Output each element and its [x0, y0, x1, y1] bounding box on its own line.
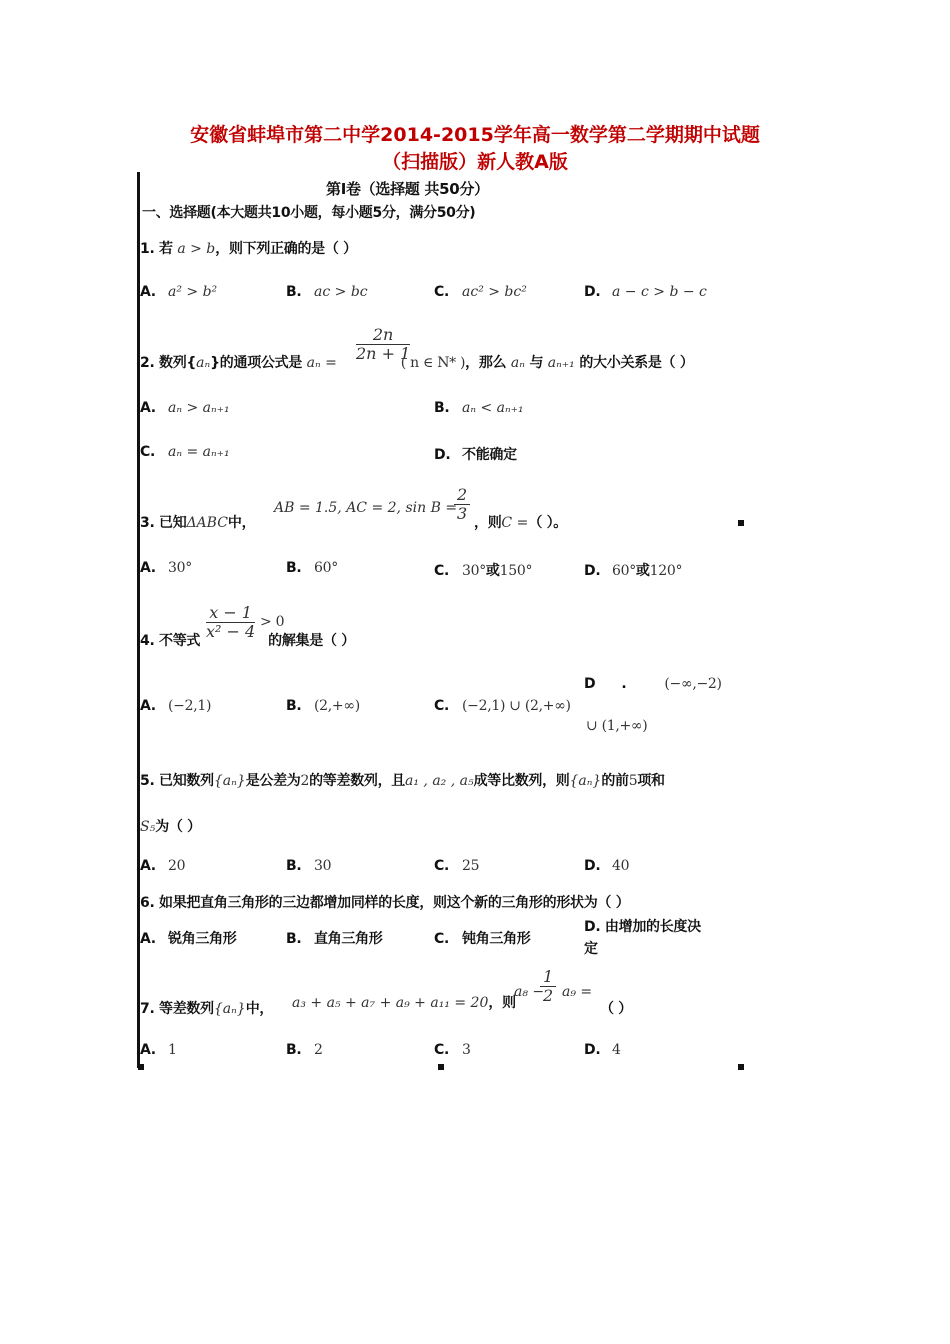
question-1: 1. 若 a > b，则下列正确的是（ ）	[140, 241, 357, 257]
q3-option-b: B. 60°	[286, 560, 338, 576]
section-heading: 一、选择题(本大题共10小题，每小题5分，满分50分)	[142, 205, 476, 221]
q5-option-a: A. 20	[140, 858, 186, 874]
question-2: 2. 数列{aₙ}的通项公式是 aₙ = ( n ∈ N* )，那么 aₙ 与 aₙ₊₁ 的大小关系是（ ）	[140, 355, 694, 371]
q7-option-b: B. 2	[286, 1042, 323, 1058]
q2-option-a: A. aₙ > aₙ₊₁	[140, 400, 230, 416]
q5-option-c: C. 25	[434, 858, 480, 874]
page-title-line2: （扫描版）新人教A版	[382, 151, 568, 173]
q7-expression: a₈ −	[514, 984, 545, 1000]
q5-option-d: D. 40	[584, 858, 630, 874]
q3-option-c: C. 30°或150°	[434, 563, 533, 579]
question-5: 5. 已知数列{aₙ}是公差为2的等差数列，且a₁ , a₂ , a₅成等比数列，则{aₙ}的前5项和	[140, 773, 665, 789]
q4-option-a: A. (−2,1)	[140, 698, 212, 714]
q3-option-d: D. 60°或120°	[584, 563, 683, 579]
anchor-mark	[738, 520, 744, 526]
q6-option-a: A. 锐角三角形	[140, 931, 237, 947]
q7-expression-b: a₉ =	[562, 984, 593, 1000]
q2-option-d: D. 不能确定	[434, 447, 517, 463]
q3-given: AB = 1.5, AC = 2, sin B =	[274, 500, 458, 516]
q7-option-a: A. 1	[140, 1042, 177, 1058]
q2-option-c: C. aₙ = aₙ₊₁	[140, 444, 230, 460]
q1-option-a: A. a² > b²	[140, 284, 218, 300]
q7-option-d: D. 4	[584, 1042, 621, 1058]
q4-option-c: C. (−2,1) ∪ (2,+∞)	[434, 698, 571, 714]
q1-option-c: C. ac² > bc²	[434, 284, 527, 300]
q1-option-d: D. a − c > b − c	[584, 284, 707, 300]
q3-fraction: $\frac{2}{3}$	[454, 486, 470, 523]
q2-fraction: $\frac{2n}{2n + 1}$	[356, 325, 411, 363]
q1-option-b: B. ac > bc	[286, 284, 368, 300]
q3-ask: ，则C =（ ）。	[474, 515, 567, 531]
question-4: 4. 不等式 的解集是（ ）	[140, 633, 355, 649]
q4-option-d-cont: ∪ (1,+∞)	[586, 718, 648, 734]
q4-option-d: D . (−∞,−2)	[584, 676, 722, 692]
q4-fraction: $\frac{x - 1}{\text{x² − 4}}$	[206, 603, 256, 641]
q6-option-d-cont: 定	[584, 941, 598, 957]
question-6: 6. 如果把直角三角形的三边都增加同样的长度，则这个新的三角形的形状为（ ）	[140, 895, 630, 911]
q7-option-c: C. 3	[434, 1042, 471, 1058]
question-5-cont: S₅为（ ）	[140, 819, 201, 835]
q6-option-c: C. 钝角三角形	[434, 931, 531, 947]
q7-paren: （ ）	[600, 1001, 632, 1017]
q5-option-b: B. 30	[286, 858, 332, 874]
q7-given: a₃ + a₅ + a₇ + a₉ + a₁₁ = 20，则	[292, 995, 516, 1011]
scanned-exam	[134, 172, 750, 1070]
anchor-mark	[138, 1064, 144, 1070]
q2-option-b: B. aₙ < aₙ₊₁	[434, 400, 524, 416]
q7-fraction: $\frac{1}{2}$	[540, 968, 556, 1005]
question-7: 7. 等差数列{aₙ}中，	[140, 1001, 274, 1017]
q3-option-a: A. 30°	[140, 560, 192, 576]
q6-option-d: D. 由增加的长度决	[584, 919, 701, 935]
volume-heading: 第Ⅰ卷（选择题 共50分）	[326, 180, 489, 198]
q6-option-b: B. 直角三角形	[286, 931, 383, 947]
q4-option-b: B. (2,+∞)	[286, 698, 360, 714]
anchor-mark	[438, 1064, 444, 1070]
question-3: 3. 已知ΔABC中，	[140, 515, 256, 531]
q4-gt: > 0	[260, 614, 285, 630]
page-title-line1: 安徽省蚌埠市第二中学2014-2015学年高一数学第二学期期中试题	[190, 124, 760, 146]
anchor-mark	[738, 1064, 744, 1070]
